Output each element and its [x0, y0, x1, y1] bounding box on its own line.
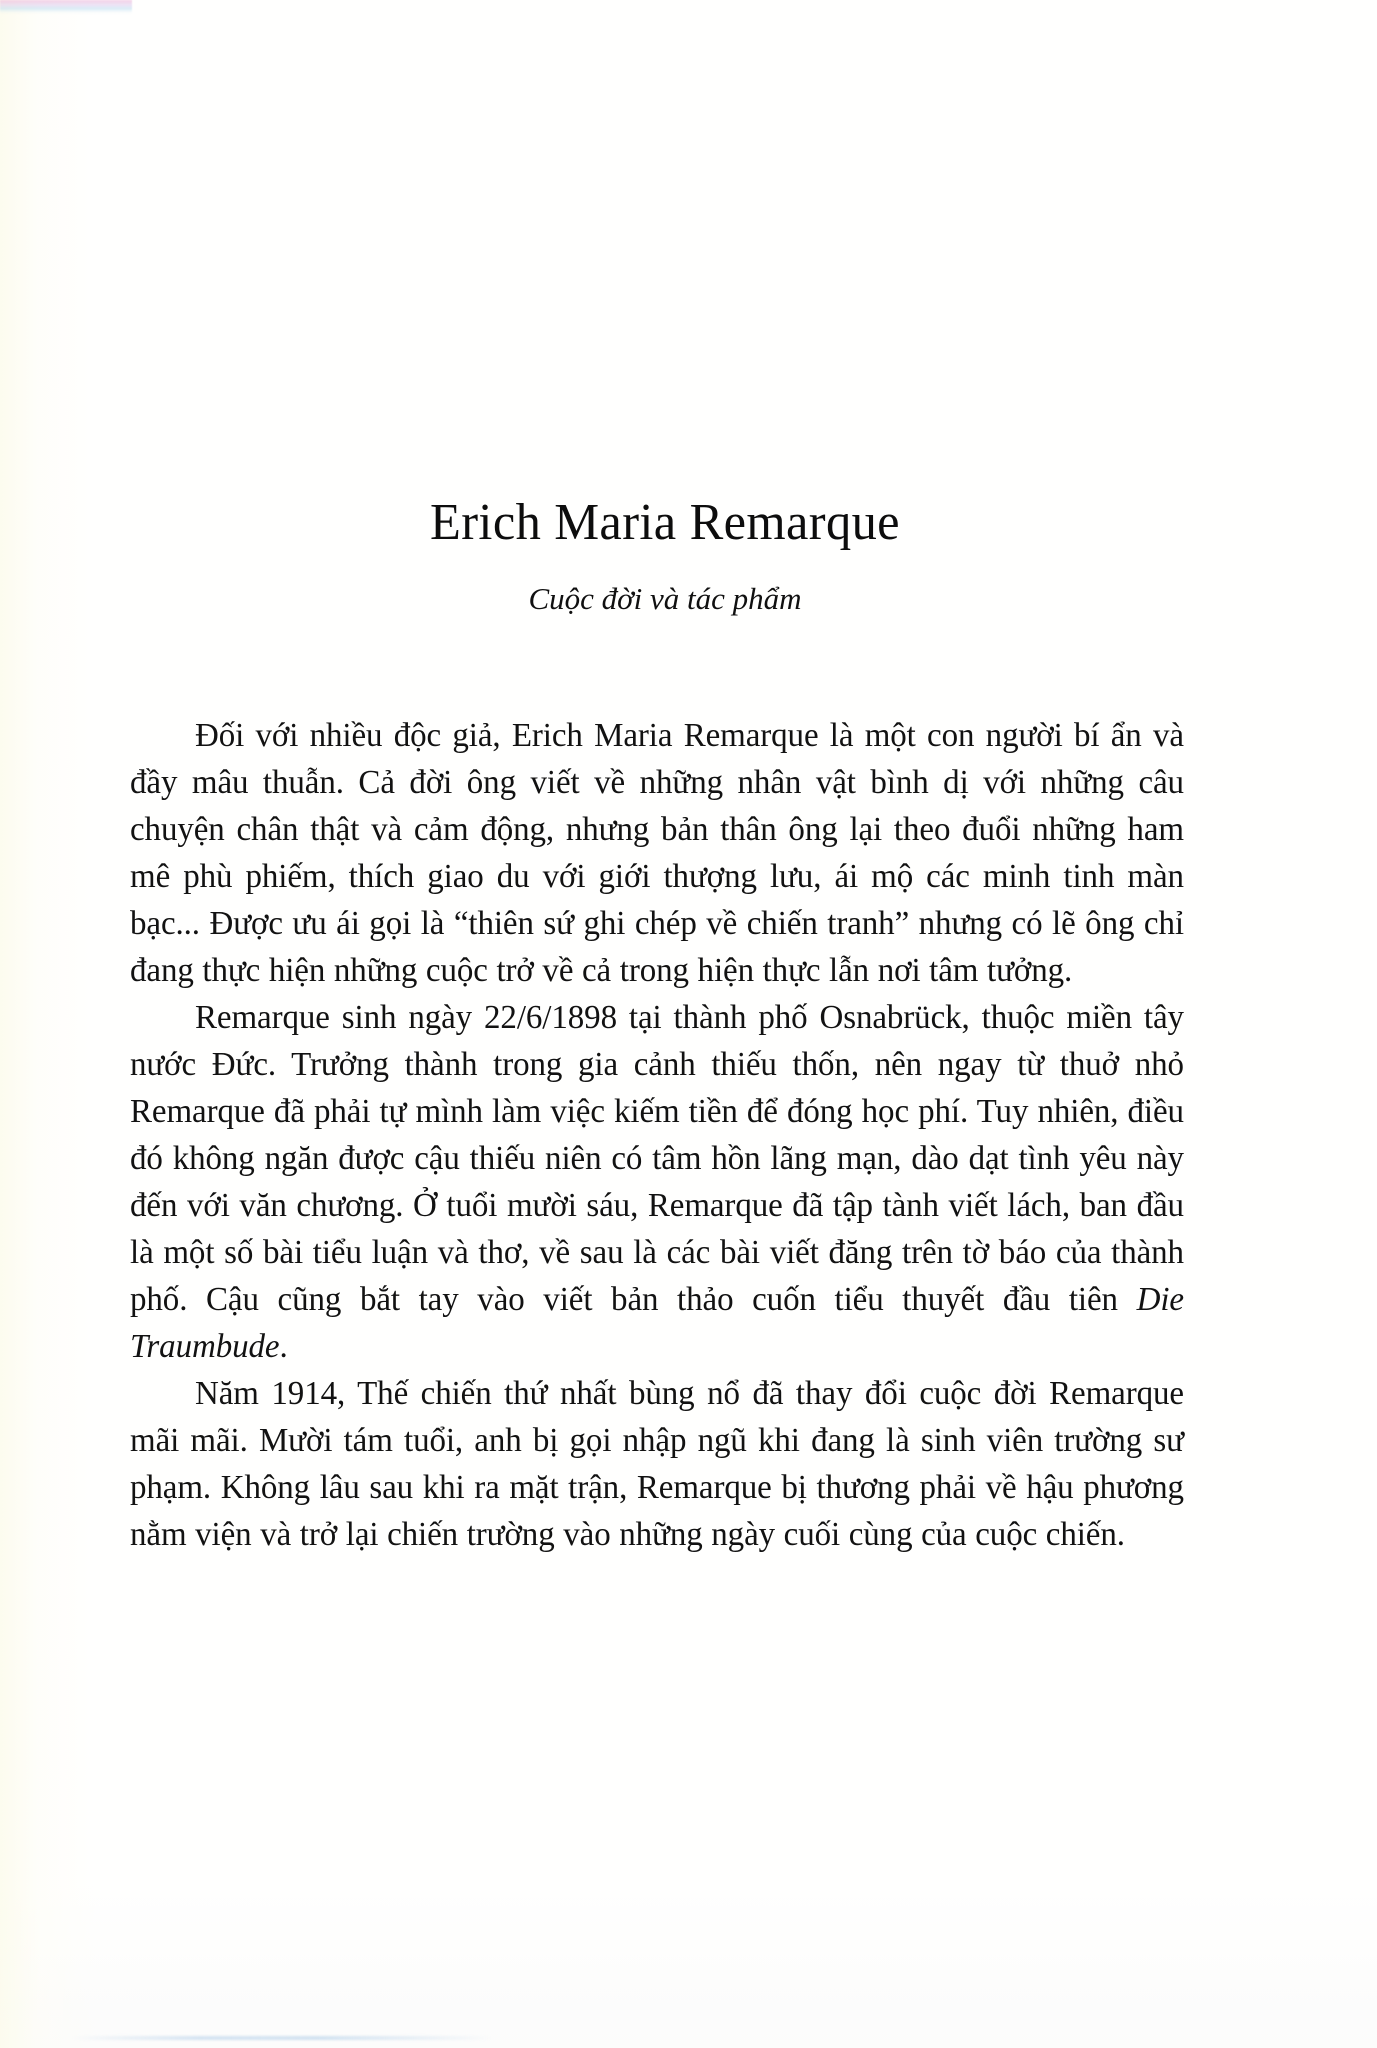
- body-paragraph: Remarque sinh ngày 22/6/1898 tại thành phố Osnabrück, thuộc miền tây nước Đức. Trưởng thành trong gia cảnh thiếu thốn, nên ngay từ thuở nhỏ Remarque đã phải tự mình làm việc kiếm tiền để đóng học phí. Tuy nhiên, điều đó không ngăn được cậu thiếu niên có tâm hồn lãng mạn, dào dạt tình yêu này đến với văn chương. Ở tuổi mười sáu, Remarque đã tập tành viết lách, ban đầu là một số bài tiểu luận và thơ, về sau là các bài viết đăng trên tờ báo của thành phố. Cậu cũng bắt tay vào viết bản thảo cuốn tiểu thuyết đầu tiên Die Traumbude.: [130, 999, 1184, 1365]
- scan-color-fringe-artifact: [0, 0, 132, 14]
- page-subtitle: Cuộc đời và tác phẩm: [528, 581, 802, 616]
- page-title: Erich Maria Remarque: [430, 494, 900, 551]
- scan-bottom-edge-artifact: [72, 2036, 492, 2040]
- italic-title-run: Die Traumbude: [130, 1281, 1184, 1365]
- body-paragraph: Năm 1914, Thế chiến thứ nhất bùng nổ đã thay đổi cuộc đời Remarque mãi mãi. Mười tám tuổi, anh bị gọi nhập ngũ khi đang là sinh viên trường sư phạm. Không lâu sau khi ra mặt trận, Remarque bị thương phải về hậu phương nằm viện và trở lại chiến trường vào những ngày cuối cùng của cuộc chiến.: [130, 1375, 1184, 1553]
- body-text-block: [130, 712, 1200, 1558]
- body-paragraph: Đối với nhiều độc giả, Erich Maria Remarque là một con người bí ẩn và đầy mâu thuẫn. Cả đời ông viết về những nhân vật bình dị với những câu chuyện chân thật và cảm động, nhưng bản thân ông lại theo đuổi những ham mê phù phiếm, thích giao du với giới thượng lưu, ái mộ các minh tinh màn bạc... Được ưu ái gọi là “thiên sứ ghi chép về chiến tranh” nhưng có lẽ ông chỉ đang thực hiện những cuộc trở về cả trong hiện thực lẫn nơi tâm tưởng.: [130, 717, 1184, 989]
